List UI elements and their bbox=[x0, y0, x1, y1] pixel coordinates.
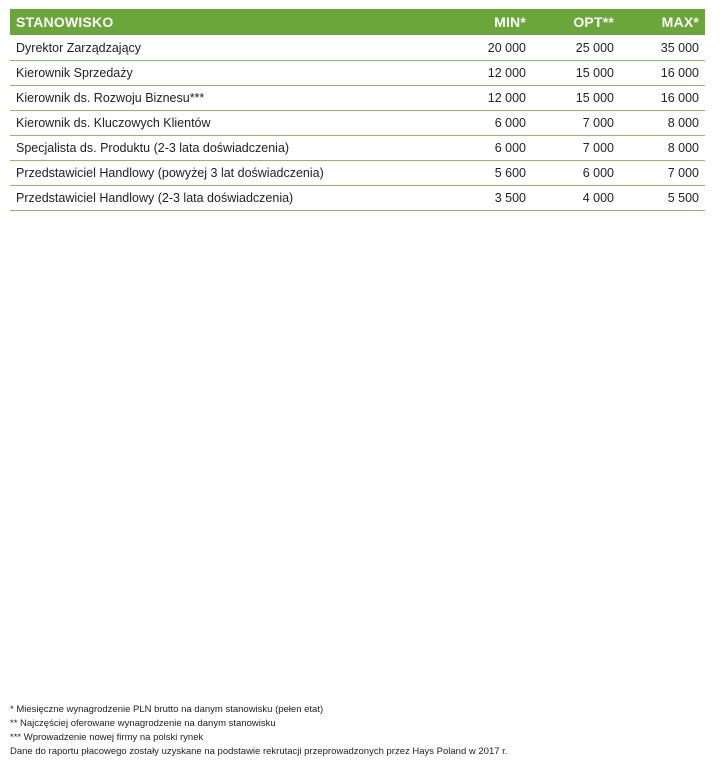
cell-min: 6 000 bbox=[410, 136, 532, 161]
table-body bbox=[10, 35, 705, 211]
cell-min: 5 600 bbox=[410, 161, 532, 186]
footnote-data-source: Dane do raportu płacowego zostały uzyskane na podstawie rekrutacji przeprowadzonych przez Hays Poland w 2017 r. bbox=[10, 746, 508, 757]
cell-max: 35 000 bbox=[620, 35, 705, 61]
header-max: MAX* bbox=[620, 9, 705, 35]
table-row bbox=[10, 86, 705, 111]
cell-max: 16 000 bbox=[620, 86, 705, 111]
cell-opt: 7 000 bbox=[532, 111, 620, 136]
cell-min: 12 000 bbox=[410, 61, 532, 86]
header-opt: OPT** bbox=[532, 9, 620, 35]
cell-min: 20 000 bbox=[410, 35, 532, 61]
cell-position: Dyrektor Zarządzający bbox=[10, 35, 410, 61]
cell-position: Przedstawiciel Handlowy (2-3 lata doświadczenia) bbox=[10, 186, 410, 211]
footnote-most-offered: ** Najczęściej oferowane wynagrodzenie na danym stanowisku bbox=[10, 718, 276, 729]
cell-max: 8 000 bbox=[620, 111, 705, 136]
cell-opt: 25 000 bbox=[532, 35, 620, 61]
header-min: MIN* bbox=[410, 9, 532, 35]
cell-position: Kierownik ds. Kluczowych Klientów bbox=[10, 111, 410, 136]
salary-table bbox=[10, 9, 705, 211]
header-position: STANOWISKO bbox=[10, 9, 410, 35]
table-header bbox=[10, 9, 705, 35]
cell-opt: 7 000 bbox=[532, 136, 620, 161]
cell-min: 6 000 bbox=[410, 111, 532, 136]
cell-position: Kierownik Sprzedaży bbox=[10, 61, 410, 86]
cell-max: 8 000 bbox=[620, 136, 705, 161]
cell-position: Specjalista ds. Produktu (2-3 lata doświadczenia) bbox=[10, 136, 410, 161]
cell-opt: 4 000 bbox=[532, 186, 620, 211]
cell-min: 3 500 bbox=[410, 186, 532, 211]
cell-opt: 6 000 bbox=[532, 161, 620, 186]
table-row bbox=[10, 136, 705, 161]
cell-min: 12 000 bbox=[410, 86, 532, 111]
footnote-new-company: *** Wprowadzenie nowej firmy na polski rynek bbox=[10, 732, 204, 743]
table-row bbox=[10, 61, 705, 86]
header-row bbox=[10, 9, 705, 35]
table-row bbox=[10, 111, 705, 136]
cell-opt: 15 000 bbox=[532, 61, 620, 86]
cell-max: 16 000 bbox=[620, 61, 705, 86]
table-row bbox=[10, 161, 705, 186]
table-row bbox=[10, 186, 705, 211]
footnotes bbox=[10, 703, 710, 759]
table-row bbox=[10, 35, 705, 61]
cell-opt: 15 000 bbox=[532, 86, 620, 111]
cell-max: 5 500 bbox=[620, 186, 705, 211]
cell-max: 7 000 bbox=[620, 161, 705, 186]
cell-position: Przedstawiciel Handlowy (powyżej 3 lat doświadczenia) bbox=[10, 161, 410, 186]
cell-position: Kierownik ds. Rozwoju Biznesu*** bbox=[10, 86, 410, 111]
footnote-monthly-salary: * Miesięczne wynagrodzenie PLN brutto na danym stanowisku (pełen etat) bbox=[10, 704, 324, 715]
